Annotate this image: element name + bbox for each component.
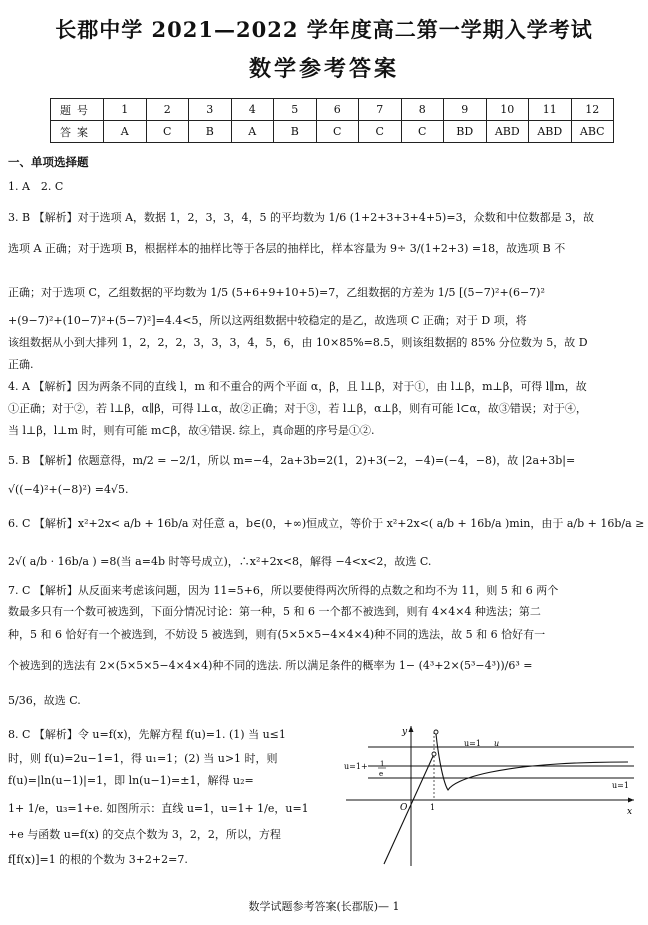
question-number: 2 xyxy=(146,99,189,121)
answer-line: f(u)=|ln(u−1)|=1，即 ln(u−1)=±1，解得 u₂= xyxy=(8,774,254,787)
answer-line: 正确. xyxy=(8,358,34,371)
function-graph xyxy=(344,722,638,868)
answer-cell: C xyxy=(316,121,359,143)
question-number: 3 xyxy=(189,99,232,121)
answer-line: 时，则 f(u)=2u−1=1，得 u₁=1；(2) 当 u>1 时，则 xyxy=(8,752,278,765)
answer-cell: ABD xyxy=(486,121,529,143)
answer-table-row-numbers xyxy=(51,99,614,121)
question-number: 12 xyxy=(571,99,614,121)
answer-table xyxy=(50,98,614,143)
answer-line: 正确；对于选项 C，乙组数据的平均数为 1/5 (5+6+9+10+5)=7，乙组数据的方差为 1/5 [(5−7)²+(6−7)² xyxy=(8,286,545,299)
answer-line: 7. C 【解析】从反面来考虑该问题，因为 11=5+6，所以要使得两次所得的点数之和均不为 11，则 5 和 6 两个 xyxy=(8,584,559,597)
linear-branch xyxy=(384,754,434,864)
answer-line: +e 与函数 u=f(x) 的交点个数为 3，2，2，所以，方程 xyxy=(8,828,281,841)
answer-line: √((−4)²+(−8)²) =4√5. xyxy=(8,483,129,496)
answer-line: 6. C 【解析】x²+2x< a/b + 16b/a 对任意 a，b∈(0，+∞)恒成立，等价于 x²+2x<( a/b + 16b/a )min，由于 a/b + 16b/a ≥ xyxy=(8,517,645,530)
label-frac-num: 1 xyxy=(380,760,385,768)
answer-cell: BD xyxy=(444,121,487,143)
question-number: 4 xyxy=(231,99,274,121)
answer-line: 选项 A 正确；对于选项 B，根据样本的抽样比等于各层的抽样比，样本容量为 9÷ 3/(1+2+3) =18，故选项 B 不 xyxy=(8,242,566,255)
label-y: y xyxy=(402,727,408,737)
x-axis-arrow xyxy=(628,798,634,803)
answer-line: 数最多只有一个数可被选到，下面分情况讨论：第一种，5 和 6 一个都不被选到，则有 4×4×4 种选法；第二 xyxy=(8,605,541,618)
question-number: 9 xyxy=(444,99,487,121)
answer-cell: C xyxy=(359,121,402,143)
question-number: 8 xyxy=(401,99,444,121)
answer-cell: ABC xyxy=(571,121,614,143)
answer-cell: C xyxy=(146,121,189,143)
answer-line: 1. A 2. C xyxy=(8,180,64,193)
label-one: 1 xyxy=(430,803,436,812)
y-axis-arrow xyxy=(409,726,414,732)
answer-line: 当 l⊥β，l⊥m 时，则有可能 m⊂β，故④错误. 综上，真命题的序号是①②. xyxy=(8,424,375,437)
question-number: 6 xyxy=(316,99,359,121)
label-origin: O xyxy=(400,803,408,813)
question-number: 5 xyxy=(274,99,317,121)
answer-line: 5. B 【解析】依题意得，m/2 = −2/1，所以 m=−4，2a+3b=2(1，2)+3(−2，−4)=(−4，−8)，故 |2a+3b|= xyxy=(8,454,576,467)
label-x: x xyxy=(627,807,633,817)
answer-cell: A xyxy=(231,121,274,143)
exam-title: 长郡中学 2021—2022 学年度高二第一学期入学考试 xyxy=(55,17,593,42)
answer-line: 4. A 【解析】因为两条不同的直线 l，m 和不重合的两个平面 α，β，且 l⊥β，对于①，由 l⊥β，m⊥β，可得 l∥m，故 xyxy=(8,380,587,393)
answer-subtitle: 数学参考答案 xyxy=(248,56,399,82)
question-number: 10 xyxy=(486,99,529,121)
section-heading: 一、单项选择题 xyxy=(8,155,89,169)
answer-cell: ABD xyxy=(529,121,572,143)
answer-line: 5/36，故选 C. xyxy=(8,694,81,707)
answer-cell: C xyxy=(401,121,444,143)
question-number: 1 xyxy=(104,99,147,121)
answer-cell: B xyxy=(189,121,232,143)
answer-line: 种，5 和 6 恰好有一个被选到，不妨设 5 被选到，则有(5×5×5−4×4×4)种不同的选法，故 5 和 6 恰好有一 xyxy=(8,628,546,641)
answer-cell: A xyxy=(104,121,147,143)
answer-line: f[f(x)]=1 的根的个数为 3+2+2=7. xyxy=(8,853,188,866)
answer-line: 3. B 【解析】对于选项 A，数据 1，2，3，3，4，5 的平均数为 1/6 (1+2+3+3+4+5)=3，众数和中位数都是 3，故 xyxy=(8,211,595,224)
answer-line: +(9−7)²+(10−7)²+(5−7)²]=4.4<5，所以这两组数据中较稳定的是乙，故选项 C 正确；对于 D 项，将 xyxy=(8,314,527,327)
label-small: u xyxy=(494,739,500,748)
answer-line: 个被选到的选法有 2×(5×5×5−4×4×4)种不同的选法. 所以满足条件的概率为 1− (4³+2×(5³−4³))/6³ = xyxy=(8,659,533,672)
answer-line: 该组数据从小到大排列 1，2，2，2，3，3，3，4，5，6，由 10×85%=8.5，则该组数据的 85% 分位数为 5，故 D xyxy=(8,336,588,349)
question-number: 7 xyxy=(359,99,402,121)
label-frac-den: e xyxy=(379,770,384,778)
label-ue: u=1+ xyxy=(344,762,368,771)
open-endpoint xyxy=(432,752,436,756)
page-footer: 数学试题参考答案(长郡版)— 1 xyxy=(248,900,400,913)
answer-cell: B xyxy=(274,121,317,143)
row-label-answer: 答案 xyxy=(51,121,104,143)
label-u-right: u=1 xyxy=(612,781,629,790)
answer-line: 2√( a/b · 16b/a ) =8(当 a=4b 时等号成立)，∴x²+2x<8，解得 −4<x<2，故选 C. xyxy=(8,555,432,568)
question-number: 11 xyxy=(529,99,572,121)
answer-line: 8. C 【解析】令 u=f(x)，先解方程 f(u)=1. (1) 当 u≤1 xyxy=(8,728,286,741)
answer-line: 1+ 1/e，u₃=1+e. 如图所示：直线 u=1，u=1+ 1/e，u=1 xyxy=(8,802,309,815)
open-endpoint-top xyxy=(434,730,438,734)
answer-line: ①正确；对于②，若 l⊥β，α∥β，可得 l⊥α，故②正确；对于③，若 l⊥β，α⊥β，则有可能 l⊂α，故③错误；对于④， xyxy=(8,402,587,415)
answer-table-row-answers xyxy=(51,121,614,143)
row-label-number: 题号 xyxy=(51,99,104,121)
label-u1: u=1 xyxy=(464,739,481,748)
